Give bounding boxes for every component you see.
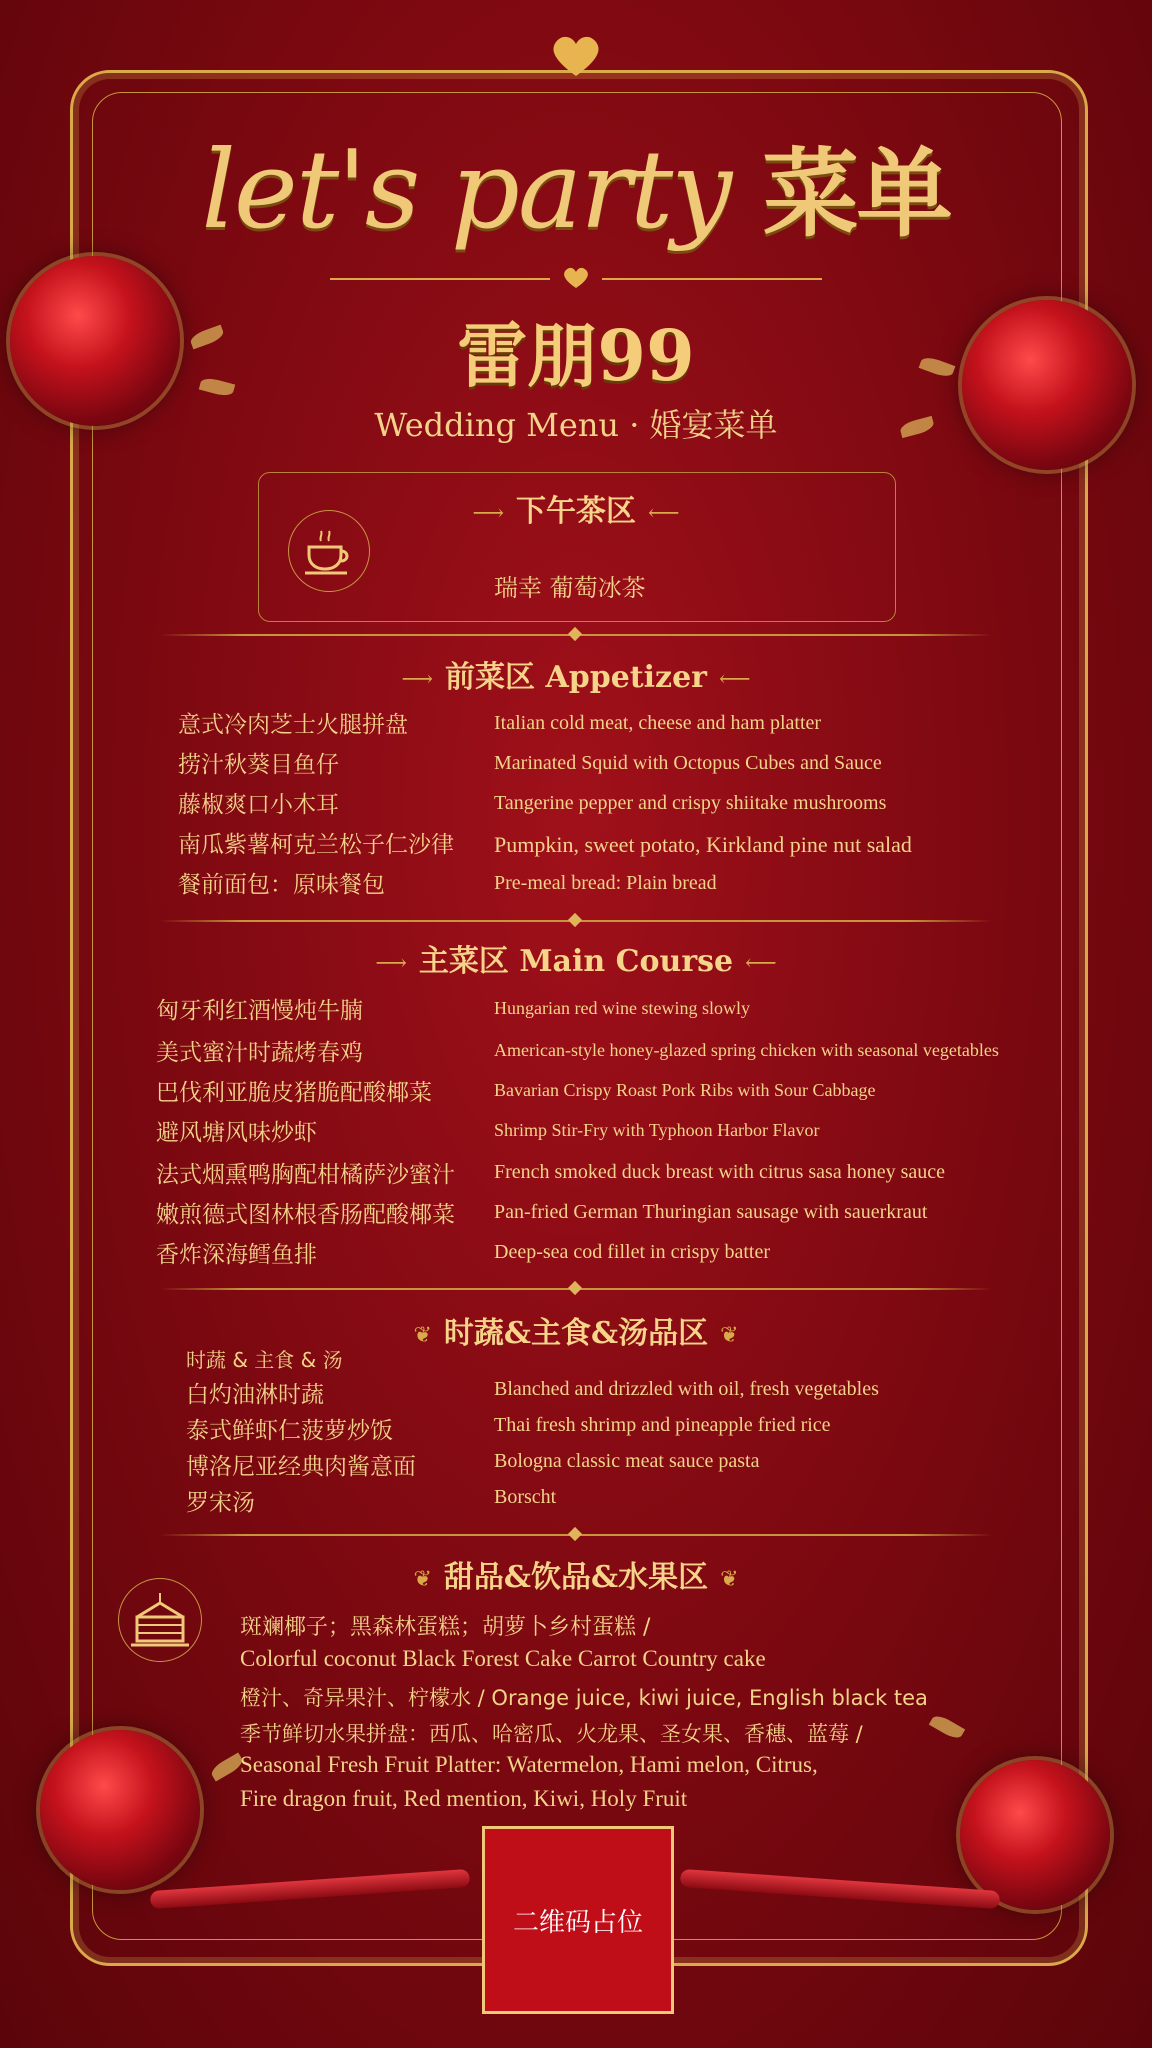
veg-en-3: Borscht <box>494 1486 557 1508</box>
menu-subtitle: Wedding Menu · 婚宴菜单 <box>374 406 778 444</box>
tea-heading-text: 下午茶区 <box>516 494 636 529</box>
rose-bottom-right <box>960 1760 1110 1910</box>
main-cn-1: 美式蜜汁时蔬烤春鸡 <box>156 1040 363 1066</box>
arrow-right-icon: ⟵ <box>648 500 680 526</box>
dessert-line-0: 斑斓椰子；黑森林蛋糕；胡萝卜乡村蛋糕 / <box>240 1615 651 1640</box>
main-en-2: Bavarian Crispy Roast Pork Ribs with Sour Cabbage <box>494 1080 876 1100</box>
appetizer-cn-0: 意式冷肉芝士火腿拼盘 <box>178 712 408 738</box>
cake-icon <box>118 1578 202 1662</box>
rose-bottom-left <box>40 1730 200 1890</box>
title-cn: 菜单 <box>762 137 951 250</box>
dessert-line-1: Colorful coconut Black Forest Cake Carrot Country cake <box>240 1646 766 1671</box>
dessert-line-2: 橙汁、奇异果汁、柠檬水 / Orange juice, kiwi juice, English black tea <box>240 1686 928 1710</box>
tea-item: 瑞幸 葡萄冰茶 <box>494 574 646 602</box>
main-en-5: Pan-fried German Thuringian sausage with sauerkraut <box>494 1201 928 1223</box>
leaf-right-icon: ❦ <box>720 1322 739 1348</box>
main-en-3: Shrimp Stir-Fry with Typhoon Harbor Flavor <box>494 1120 820 1140</box>
main-en-6: Deep-sea cod fillet in crispy batter <box>494 1241 770 1263</box>
veg-en-1: Thai fresh shrimp and pineapple fried rice <box>494 1414 831 1436</box>
dessert-line-5: Fire dragon fruit, Red mention, Kiwi, Holy Fruit <box>240 1786 688 1811</box>
main-course-heading <box>0 936 1152 980</box>
couple-name: 雷朋99 <box>457 314 695 397</box>
section-divider <box>160 920 992 922</box>
main-cn-0: 匈牙利红酒慢炖牛腩 <box>156 998 363 1024</box>
veg-en-2: Bologna classic meat sauce pasta <box>494 1450 760 1472</box>
veg-en-0: Blanched and drizzled with oil, fresh vegetables <box>494 1378 879 1400</box>
appetizer-heading-text: 前菜区 Appetizer <box>445 660 707 695</box>
appetizer-en-2: Tangerine pepper and crispy shiitake mushrooms <box>494 792 887 814</box>
title-flourish <box>330 266 822 292</box>
main-heading-text: 主菜区 Main Course <box>418 944 734 979</box>
main-cn-2: 巴伐利亚脆皮猪脆配酸椰菜 <box>156 1080 432 1106</box>
arrow-left-icon: ⟶ <box>472 500 504 526</box>
arrow-left-icon: ⟶ <box>401 666 434 692</box>
dessert-line-3: 季节鲜切水果拼盘：西瓜、哈密瓜、火龙果、圣女果、香穗、蓝莓 / <box>240 1722 863 1746</box>
main-cn-6: 香炸深海鳕鱼排 <box>156 1242 317 1268</box>
section-divider <box>160 1534 992 1536</box>
leaf-left-icon: ❦ <box>413 1322 432 1348</box>
qr-label: 二维码占位 <box>512 1907 643 1938</box>
appetizer-heading <box>0 652 1152 696</box>
qr-code-placeholder[interactable] <box>482 1826 674 2014</box>
dessert-line-4: Seasonal Fresh Fruit Platter: Watermelon, Hami melon, Citrus, <box>240 1752 818 1777</box>
leaf-left-icon: ❦ <box>413 1566 432 1592</box>
dessert-heading-text: 甜品&饮品&水果区 <box>443 1560 709 1595</box>
main-en-1: American-style honey-glazed spring chicken with seasonal vegetables <box>494 1040 999 1060</box>
arrow-right-icon: ⟵ <box>745 950 777 976</box>
veg-sublabel: 时蔬 & 主食 & 汤 <box>186 1348 343 1372</box>
veg-cn-3: 罗宋汤 <box>186 1490 255 1516</box>
veg-cn-2: 博洛尼亚经典肉酱意面 <box>186 1454 416 1480</box>
appetizer-en-3: Pumpkin, sweet potato, Kirkland pine nut salad <box>494 832 912 857</box>
veg-heading-text: 时蔬&主食&汤品区 <box>443 1316 709 1351</box>
main-en-4: French smoked duck breast with citrus sasa honey sauce <box>494 1161 945 1183</box>
heart-ornament-icon <box>548 34 604 78</box>
main-en-0: Hungarian red wine stewing slowly <box>494 998 750 1018</box>
veg-cn-1: 泰式鲜虾仁菠萝炒饭 <box>186 1418 393 1444</box>
section-divider <box>160 634 992 636</box>
main-cn-5: 嫩煎德式图林根香肠配酸椰菜 <box>156 1202 455 1228</box>
page-title <box>0 118 1152 255</box>
main-cn-4: 法式烟熏鸭胸配柑橘萨沙蜜汁 <box>156 1162 455 1188</box>
appetizer-cn-4: 餐前面包：原味餐包 <box>178 872 385 898</box>
veg-cn-0: 白灼油淋时蔬 <box>186 1382 324 1408</box>
arrow-right-icon: ⟵ <box>718 666 751 692</box>
section-divider <box>160 1288 992 1290</box>
main-cn-3: 避风塘风味炒虾 <box>156 1120 317 1146</box>
arrow-left-icon: ⟶ <box>375 950 407 976</box>
appetizer-en-4: Pre-meal bread: Plain bread <box>494 872 717 894</box>
appetizer-cn-3: 南瓜紫薯柯克兰松子仁沙律 <box>178 832 454 858</box>
appetizer-en-1: Marinated Squid with Octopus Cubes and Sauce <box>494 752 882 774</box>
appetizer-en-0: Italian cold meat, cheese and ham platter <box>494 712 822 734</box>
appetizer-cn-1: 捞汁秋葵目鱼仔 <box>178 752 339 778</box>
leaf-right-icon: ❦ <box>720 1566 739 1592</box>
appetizer-cn-2: 藤椒爽口小木耳 <box>178 792 339 818</box>
title-script: let's party <box>201 128 731 253</box>
veg-heading <box>0 1308 1152 1352</box>
tea-heading <box>0 486 1152 530</box>
